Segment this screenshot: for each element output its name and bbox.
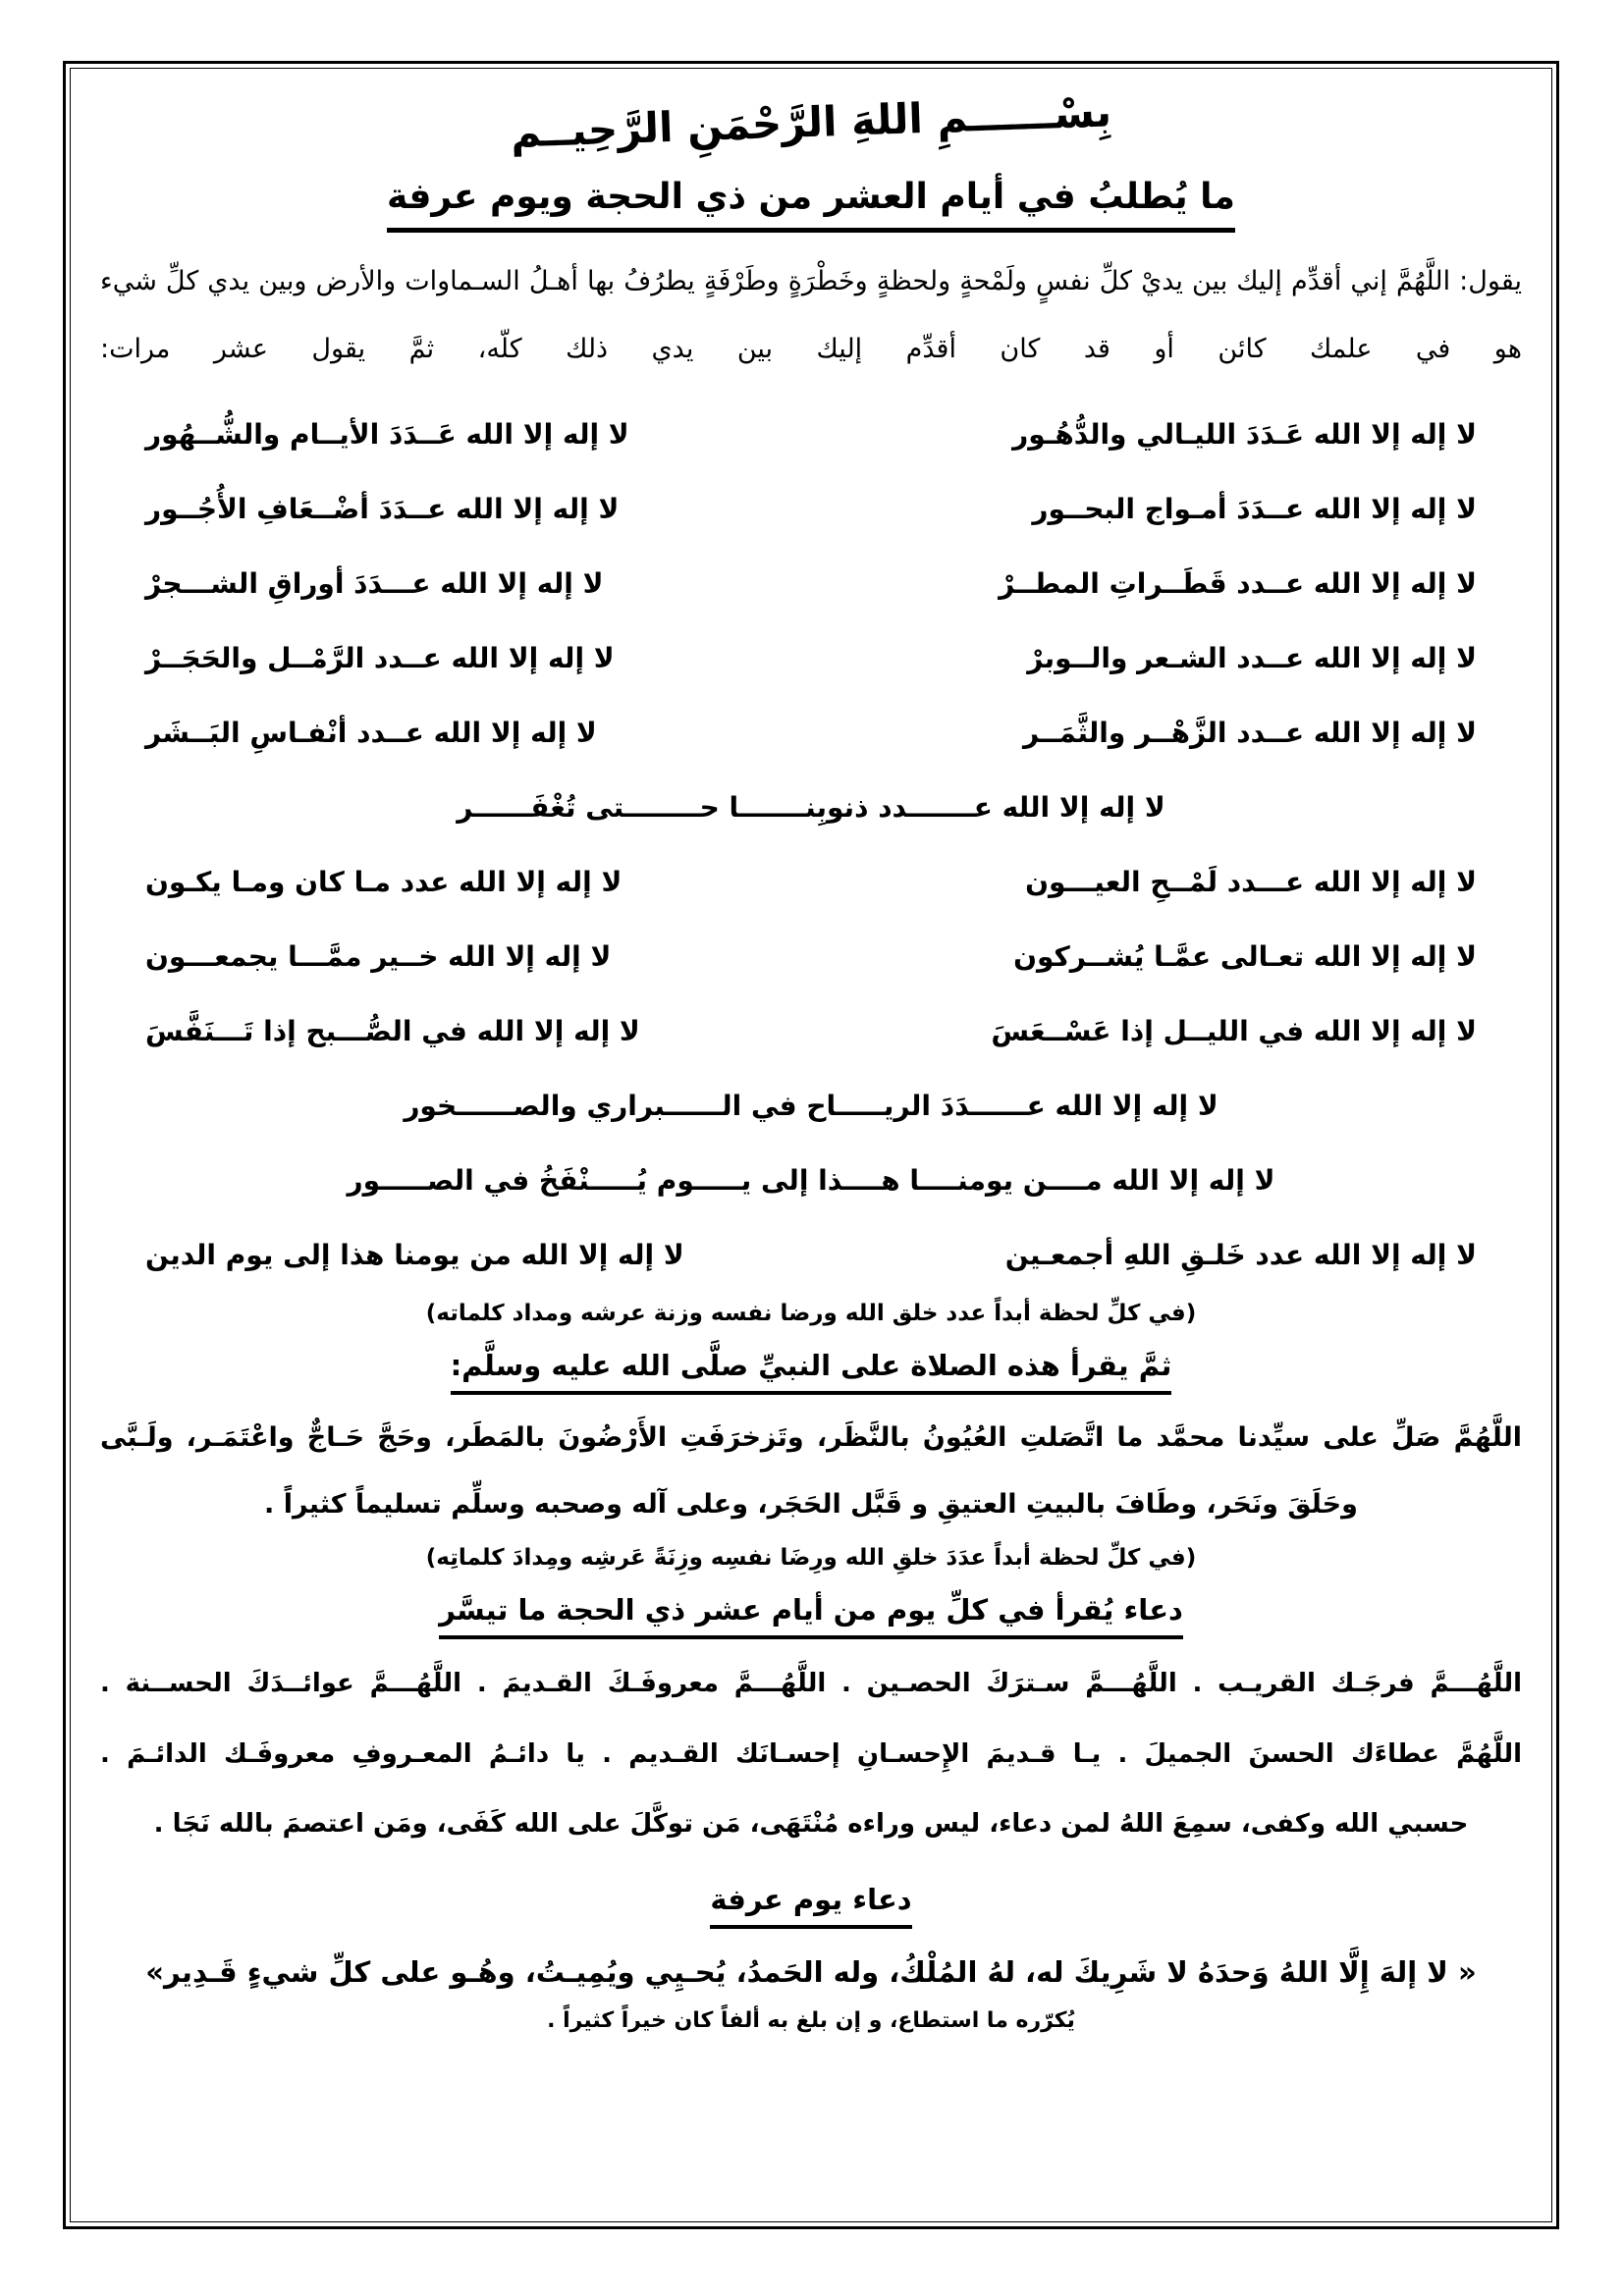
basmala-calligraphy: بِسْــــــمِ اللهَِ الرَّحْمَنِ الرَّحِيــم xyxy=(510,87,1112,157)
salat-section-heading xyxy=(100,1348,1522,1395)
salat-heading-text: ثمَّ يقرأ هذه الصلاة على النبيِّ صلَّى الله عليه وسلَّم: xyxy=(451,1348,1172,1395)
tahlil-list xyxy=(145,398,1477,1293)
tahlil-phrase: لا إله إلا الله خــير ممَّـــا يجمعـــون xyxy=(145,940,612,974)
tahlil-phrase: لا إله إلا الله عَــدَدَ الأيــام والشُّــهُور xyxy=(145,418,629,452)
page-border-inner xyxy=(70,68,1552,2222)
arafah-repeat-note: يُكرّره ما استطاع، و إن بلغ به ألفاً كان خيراً كثيراً . xyxy=(547,2008,1075,2034)
tahlil-phrase: لا إله إلا الله عــدد أنْفـاسِ البَــشَر xyxy=(145,717,597,750)
note-after-tahlil: (في كلِّ لحظة أبداً عدد خلق الله ورضا نفسه وزنة عرشه ومداد كلماته) xyxy=(425,1300,1197,1326)
page-content xyxy=(71,69,1551,2221)
tahlil-phrase: لا إله إلا الله عَـدَدَ الليـالي والدُّهُـور xyxy=(1012,418,1477,452)
arafah-section-heading xyxy=(100,1882,1522,1929)
tahlil-row xyxy=(145,1069,1477,1144)
daily-dua-block xyxy=(100,1649,1522,1860)
tahlil-row xyxy=(145,994,1477,1069)
tahlil-row xyxy=(145,1218,1477,1293)
tahlil-row xyxy=(145,621,1477,696)
daily-dua-line: اللَّهُمَّ عطاءَك الحسنَ الجميلَ . يـا قـديمَ الإِحسـانِ إحسـانَك القـديم . يا دائـمُ المعـروفِ معروفَـك الدائـمَ . xyxy=(100,1738,1522,1769)
tahlil-phrase: لا إله إلا الله عـــدد لَمْــحِ العيـــون xyxy=(1025,866,1477,899)
tahlil-phrase: لا إله إلا الله تعـالى عمَّـا يُشــركون xyxy=(1013,940,1477,974)
tahlil-phrase: لا إله إلا الله عـــــــدد ذنوبِنـــــــا حــــــــتى تُغْفَــــــر xyxy=(457,791,1165,825)
tahlil-row xyxy=(145,398,1477,472)
tahlil-row xyxy=(145,1144,1477,1218)
tahlil-row xyxy=(145,845,1477,920)
tahlil-row xyxy=(145,696,1477,771)
tahlil-phrase: لا إله إلا الله عــدد الشـعر والــوبرْ xyxy=(1027,642,1477,675)
arafah-heading-text: دعاء يوم عرفة xyxy=(710,1882,911,1929)
tahlil-phrase: لا إله إلا الله عــدد الرَّمْــل والحَجَــرْ xyxy=(145,642,615,675)
arafah-dua-text: « لا إلهَ إِلَّا اللهُ وَحدَهُ لا شَرِيكَ له، لهُ المُلْكُ، وله الحَمدُ، يُحـيِي ويُمِيـتُ، وهُـو على كلِّ شيءٍ قَـدِير» xyxy=(145,1955,1477,1990)
daily-dua-section-heading xyxy=(100,1592,1522,1639)
tahlil-phrase: لا إله إلا الله عــدد الزَّهْــر والثَّمَــر xyxy=(1023,717,1477,750)
note-after-salat: (في كلِّ لحظة أبداً عدَدَ خلقِ الله ورِضَا نفسِه وزِنَةً عَرشِه ومِدادَ كلماتِه) xyxy=(425,1545,1197,1572)
tahlil-phrase: لا إله إلا الله عـــدَدَ أوراقِ الشـــجرْ xyxy=(145,567,604,601)
page-border-outer xyxy=(63,61,1559,2229)
tahlil-row xyxy=(145,920,1477,994)
tahlil-phrase: لا إله إلا الله عــدَدَ أمـواج البحــور xyxy=(1032,493,1477,526)
tahlil-row xyxy=(145,472,1477,547)
daily-dua-heading-text: دعاء يُقرأ في كلِّ يوم من أيام عشر ذي الحجة ما تيسَّر xyxy=(439,1592,1183,1639)
tahlil-phrase: لا إله إلا الله مــــن يومنــــا هــــذا إلى يـــــوم يُـــــنْفَخُ في الصـــــور xyxy=(347,1164,1275,1198)
tahlil-phrase: لا إله إلا الله من يومنا هذا إلى يوم الدين xyxy=(145,1239,684,1272)
tahlil-phrase: لا إله إلا الله عدد خَلـقِ اللهِ أجمعـين xyxy=(1004,1239,1477,1272)
tahlil-phrase: لا إله إلا الله في الليــل إذا عَسْــعَسَ xyxy=(991,1015,1477,1048)
tahlil-phrase: لا إله إلا الله عــدد قَطَــراتِ المطــرْ xyxy=(999,567,1477,601)
daily-dua-line: حسبي الله وكفى، سمِعَ اللهُ لمن دعاء، ليس وراءه مُنْتَهَى، مَن توكَّلَ على الله كَفَى، ومَن اعتصمَ بالله نَجَا . xyxy=(153,1809,1469,1840)
tahlil-row xyxy=(145,547,1477,621)
page-title: ما يُطلبُ في أيام العشر من ذي الحجة ويوم عرفة xyxy=(387,176,1235,233)
tahlil-row xyxy=(145,771,1477,845)
tahlil-phrase: لا إله إلا الله عــــــدَدَ الريـــــاح في الــــــبراري والصــــــخور xyxy=(404,1090,1218,1123)
title-row xyxy=(100,176,1522,233)
intro-paragraph: يقول: اللَّهُمَّ إني أقدِّم إليك بين يديْ كلِّ نفسٍ ولَمْحةٍ ولحظةٍ وخَطْرَةٍ وطَرْفَةٍ يطرُفُ بها أهـلُ السـماوات والأرض وبين يدي كلِّ شيء هو في علمك كائن أو قد كان أقدِّم إليك بين يدي ذلك كلّه، ثمَّ يقول عشر مرات: xyxy=(100,266,1522,365)
tahlil-phrase: لا إله إلا الله عدد مـا كان ومـا يكـون xyxy=(145,866,623,899)
tahlil-phrase: لا إله إلا الله عــدَدَ أضْــعَافِ الأُجُــور xyxy=(145,493,620,526)
daily-dua-line: اللَّهُـــمَّ فرجَـك القريـب . اللَّهُـــمَّ سـترَكَ الحصـين . اللَّهُـــمَّ معروفَـكَ القـديمَ . اللَّهُـــمَّ عوائــدَكَ الحســنة . xyxy=(100,1669,1522,1699)
tahlil-phrase: لا إله إلا الله في الصُّـــبح إذا تَـــنَفَّسَ xyxy=(145,1015,640,1048)
salat-paragraph: اللَّهُمَّ صَلِّ على سيِّدنا محمَّد ما اتَّصَلتِ العُيُونُ بالنَّظَر، وتَزخرَفَتِ الأَرْضُونَ بالمَطَر، وحَجَّ حَـاجٌّ واعْتَمَـر، ولَـبَّى وحَلَقَ ونَحَر، وطَافَ بالبيتِ العتيقِ و قَبَّل الحَجَر، وعلى آله وصحبه وسلِّم تسليماً كثيراً . xyxy=(100,1422,1522,1520)
